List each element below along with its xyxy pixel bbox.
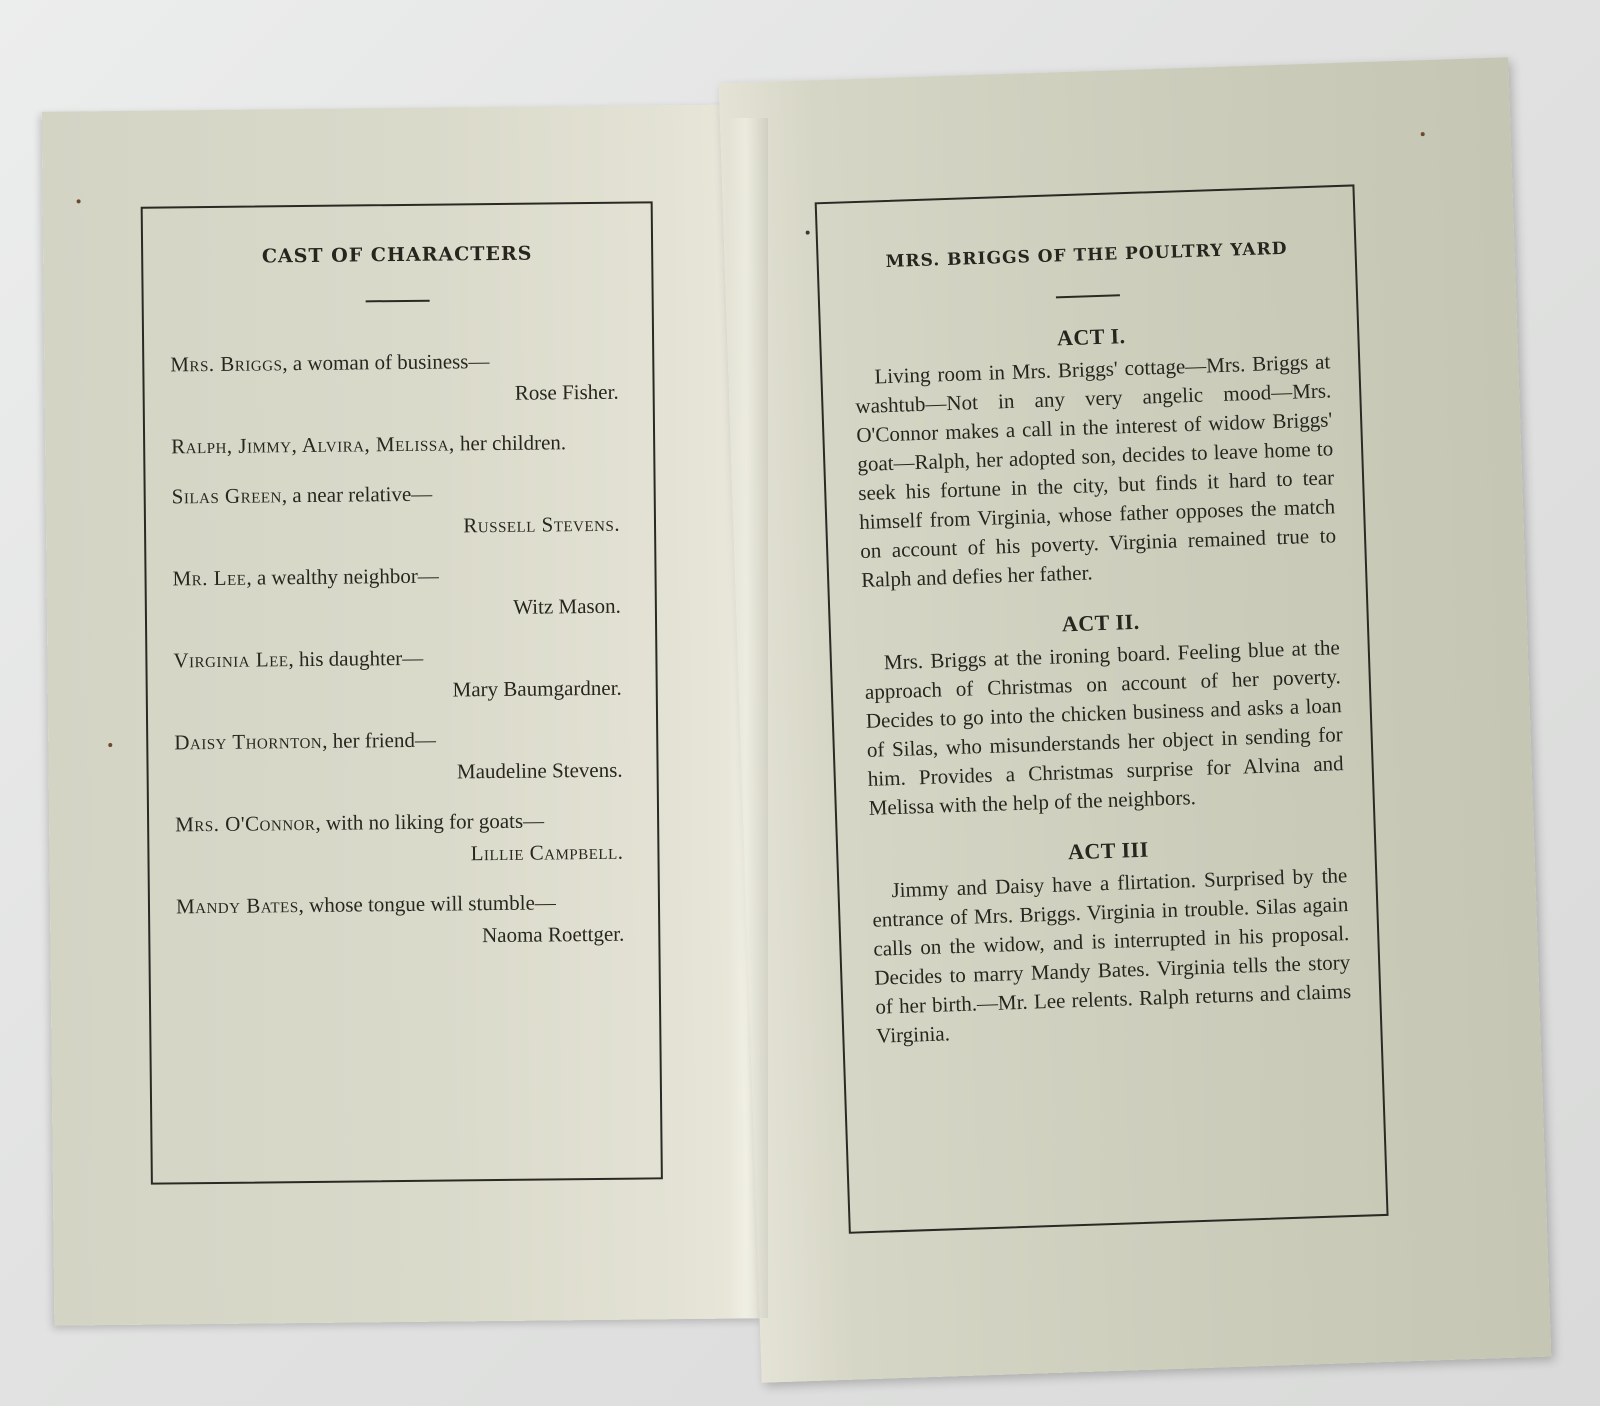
- cast-entry: [171, 426, 619, 463]
- cast-entry: [172, 558, 621, 627]
- play-title: MRS. BRIGGS OF THE POULTRY YARD: [885, 238, 1288, 273]
- actor-name: Naoma Roettger.: [481, 921, 625, 948]
- character-role: , a wealthy neighbor—: [246, 563, 439, 590]
- character-name: Mr. Lee: [172, 565, 247, 591]
- paper-speck: [1421, 132, 1425, 136]
- character-role: , a woman of business—: [282, 349, 490, 376]
- actor-name: Russell Stevens.: [463, 511, 621, 538]
- act-synopsis: Living room in Mrs. Briggs' cottage—Mrs. Briggs at washtub—Not in any very angelic mood—Mrs. O'Connor makes a call in the interest of widow Briggs' goat—Ralph, her adopted son, decides to leave home to seek his fortune in the city, but finds it hard to tear himself from Virginia, whose father opposes the match on account of his poverty. Virginia remained true to Ralph and defies her father.: [855, 349, 1337, 592]
- paper-speck: [77, 199, 81, 203]
- act-synopsis: Mrs. Briggs at the ironing board. Feeling blue at the approach of Christmas on account of her poverty. Decides to go into the chicken business and asks a loan of Silas, who misunderstands her object in sending for him. Provides a Christmas surprise for Alvina and Melissa with the help of the neighbors.: [864, 635, 1344, 820]
- character-role: , with no liking for goats—: [315, 808, 545, 835]
- act-heading: ACT I.: [1056, 323, 1126, 351]
- title-divider: [1056, 294, 1120, 298]
- character-role: , his daughter—: [288, 645, 424, 672]
- character-name: Mandy Bates: [175, 893, 299, 919]
- right-page-border: [815, 184, 1389, 1233]
- act-section: [862, 601, 1345, 823]
- actor-name: Maudeline Stevens.: [456, 757, 623, 784]
- heading-divider: [366, 300, 430, 303]
- actor-name: Lillie Campbell.: [470, 839, 624, 866]
- cast-entry: [176, 886, 625, 955]
- cast-entry: [173, 640, 622, 709]
- actor-name: Rose Fisher.: [514, 379, 619, 405]
- character-role: , her friend—: [322, 727, 437, 753]
- cast-entry: [175, 804, 624, 873]
- act-heading: ACT III: [1067, 836, 1150, 865]
- center-fold: [728, 118, 768, 1318]
- character-role: her children.: [454, 430, 567, 456]
- cast-entry: [174, 722, 623, 791]
- actor-name: Witz Mason.: [513, 593, 621, 619]
- act-heading: ACT II.: [1061, 608, 1140, 637]
- character-name: Mrs. Briggs: [170, 351, 283, 377]
- paper-speck: [108, 743, 112, 747]
- act-section: [870, 829, 1353, 1051]
- paper-speck: [806, 231, 810, 235]
- synopsis: [821, 314, 1381, 1051]
- character-role: , a near relative—: [281, 481, 433, 508]
- left-page: [42, 104, 763, 1325]
- cast-heading: CAST OF CHARACTERS: [261, 242, 533, 268]
- character-name: Silas Green: [171, 483, 282, 509]
- cast-entry: [170, 344, 619, 413]
- character-name: Ralph, Jimmy, Alvira, Melissa,: [171, 431, 455, 459]
- character-name: Mrs. O'Connor: [175, 810, 316, 837]
- left-page-border: [141, 201, 663, 1184]
- act-synopsis: Jimmy and Daisy have a flirtation. Surprised by the entrance of Mrs. Briggs. Virginia in trouble. Silas again calls on the widow, and is interrupted in his proposal. Decides to marry Mandy Bates. Virginia tells the story of her birth.—Mr. Lee relents. Ralph returns and claims Virginia.: [872, 863, 1352, 1048]
- cast-entry: [172, 476, 621, 545]
- cast-list: [144, 343, 658, 954]
- actor-name: Mary Baumgardner.: [452, 675, 622, 702]
- character-name: Virginia Lee: [173, 647, 289, 673]
- character-role: , whose tongue will stumble—: [298, 890, 556, 918]
- act-section: [853, 315, 1337, 595]
- character-name: Daisy Thornton: [174, 728, 323, 755]
- right-page: [719, 57, 1552, 1382]
